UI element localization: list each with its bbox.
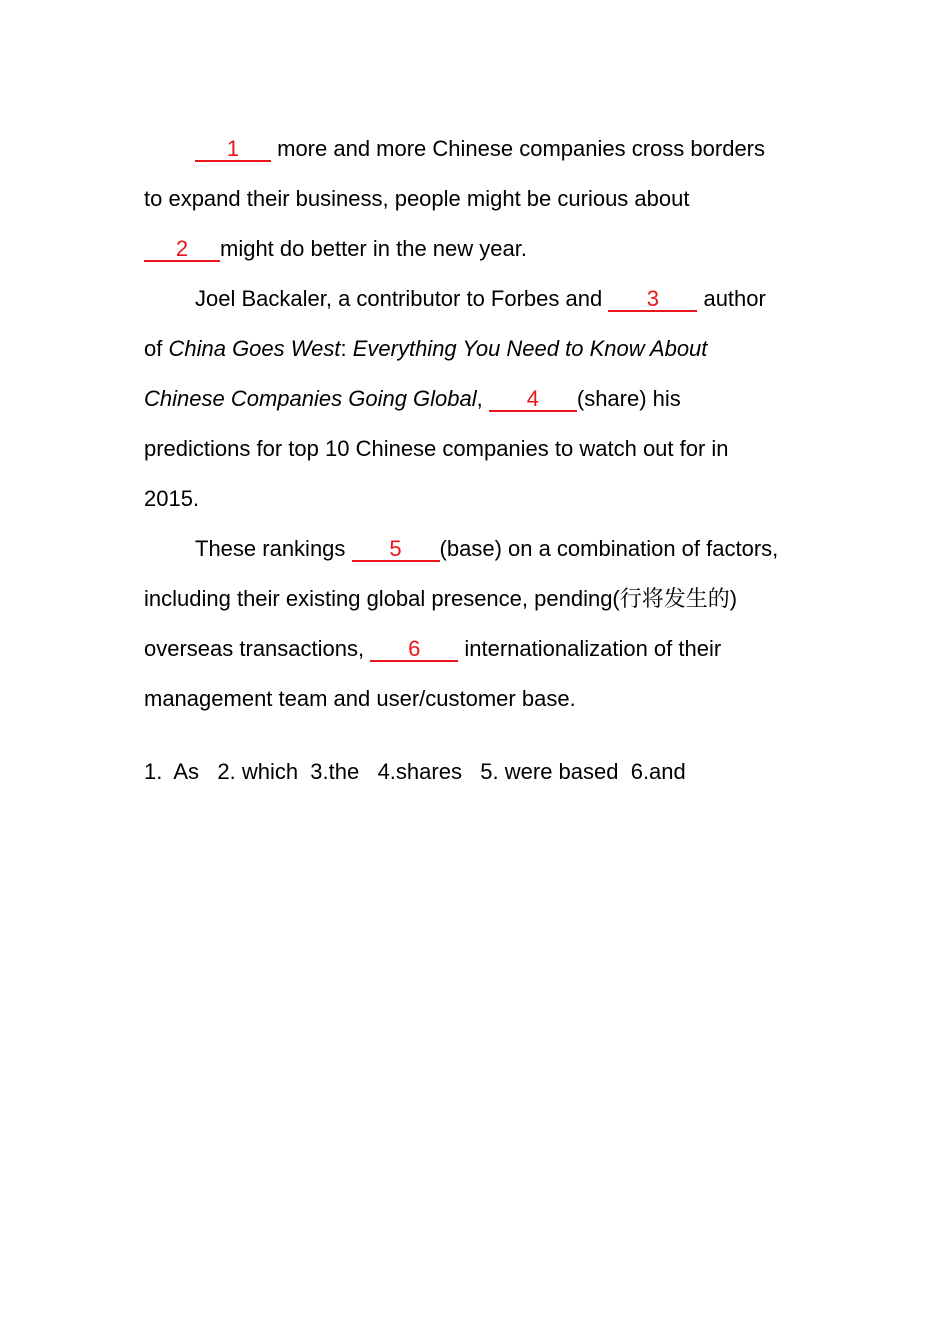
p1-text3: might do better in the new year. [220,236,527,261]
p2-line4 [144,424,814,474]
p3-line1 [144,524,814,574]
book-title-part2: Everything You Need to Know About [352,336,708,361]
p2-text1: Joel Backaler, a contributor to Forbes and [195,286,609,311]
p2-text4: predictions for top 10 Chinese companies to watch out for in [144,436,729,461]
book-title-part1: China Goes West [168,336,341,361]
p2-line1 [144,274,814,324]
p3-line4 [144,674,814,724]
p3-text-line4: management team and user/customer base. [144,686,576,711]
blank-3: 3 [608,288,697,312]
p2-line2 [144,324,814,374]
p2-text2: author [697,286,766,311]
p3-text3: overseas transactions, [144,636,371,661]
p2-prefix: of [144,336,169,361]
p3-line2 [144,574,814,624]
blank-6: 6 [370,638,458,662]
p2-line3 [144,374,814,424]
p3-text1: These rankings [195,536,352,561]
book-title-part3: Chinese Companies Going Global [144,386,477,411]
p2-text3: (share) his [576,386,681,411]
p1-text2: to expand their business, people might be curious about [144,186,690,211]
p3-line3 [144,624,814,674]
book-title-colon: : [340,336,353,361]
blank-2: 2 [144,238,220,262]
p1-line3 [144,224,814,274]
p2-text5: 2015. [144,486,200,511]
blank-5: 5 [352,538,440,562]
p3-text2: (base) on a combination of factors, [439,536,779,561]
answer-key: 1. As 2. which 3.the 4.shares 5. were based 6.and [144,759,686,784]
p2-line5 [144,474,814,524]
book-title-comma: , [476,386,489,411]
p1-line2 [144,174,814,224]
blank-1: 1 [195,138,271,162]
passage [144,124,814,724]
p1-line1 [144,124,814,174]
p3-text-line2: including their existing global presence, pending(行将发生的) [144,586,738,611]
blank-4: 4 [489,388,577,412]
p3-text4: internationalization of their [458,636,722,661]
p1-text1: more and more Chinese companies cross borders [271,136,766,161]
